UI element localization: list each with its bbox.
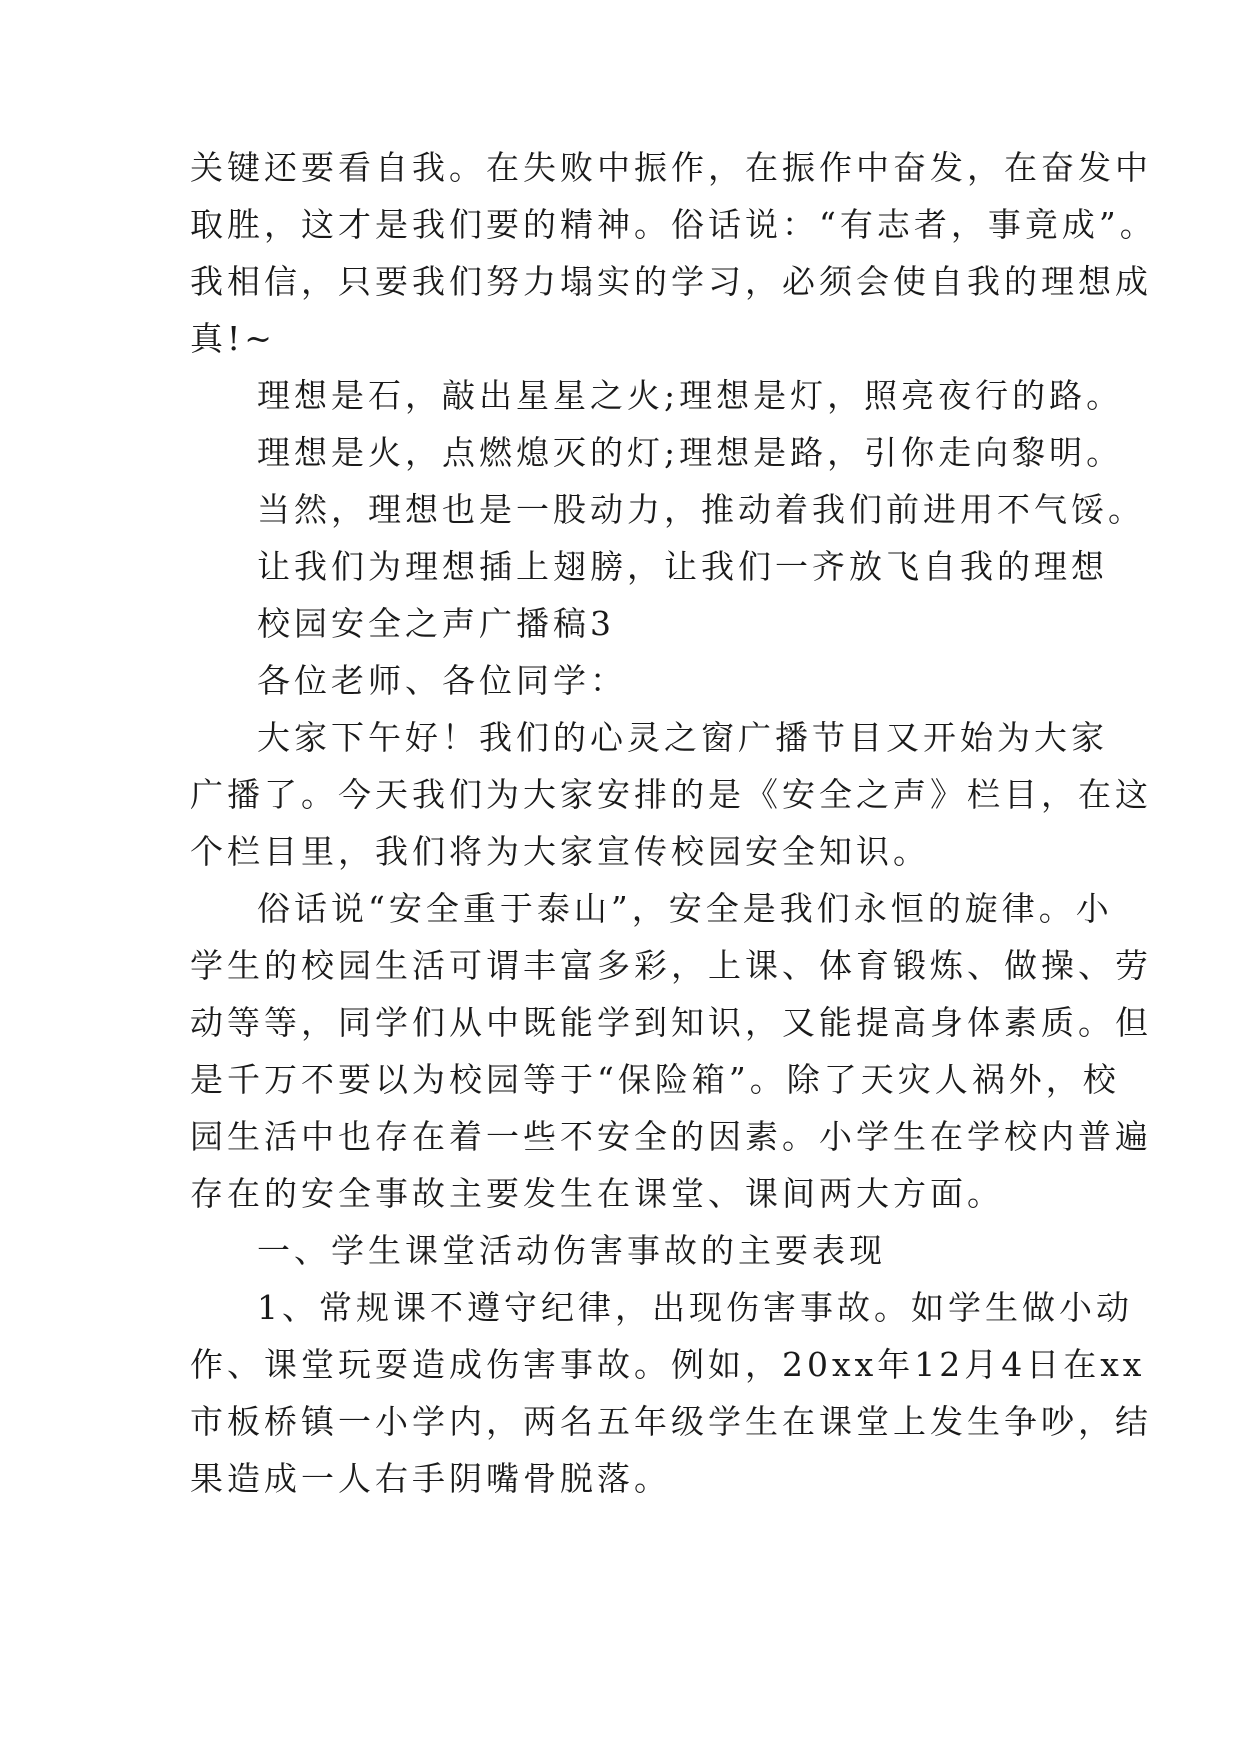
text-line: 存在的安全事故主要发生在课堂、课间两大方面。 (190, 1174, 1004, 1213)
section-heading: 校园安全之声广播稿3 (257, 604, 615, 643)
text-line: 是千万不要以为校园等于“保险箱”。除了天灾人祸外，校 (190, 1060, 1120, 1099)
text-line: 关键还要看自我。在失败中振作，在振作中奋发，在奋发中 (190, 148, 1152, 187)
text-line: 让我们为理想插上翅膀，让我们一齐放飞自我的理想 (257, 547, 1108, 586)
text-line: 真!~ (190, 319, 276, 358)
text-line: 园生活中也存在着一些不安全的因素。小学生在学校内普遍 (190, 1117, 1152, 1156)
text-line: 个栏目里，我们将为大家宣传校园安全知识。 (190, 832, 930, 871)
text-line: 市板桥镇一小学内，两名五年级学生在课堂上发生争吵，结 (190, 1402, 1152, 1441)
text-line: 理想是火，点燃熄灭的灯;理想是路，引你走向黎明。 (257, 433, 1124, 472)
text-line: 学生的校园生活可谓丰富多彩，上课、体育锻炼、做操、劳 (190, 946, 1152, 985)
text-line: 作、课堂玩耍造成伤害事故。例如，20xx年12月4日在xx (190, 1345, 1146, 1384)
text-line: 1、常规课不遵守纪律，出现伤害事故。如学生做小动 (257, 1288, 1133, 1327)
text-line: 我相信，只要我们努力塌实的学习，必须会使自我的理想成 (190, 262, 1152, 301)
greeting: 各位老师、各位同学： (257, 661, 627, 700)
text-line: 理想是石，敲出星星之火;理想是灯，照亮夜行的路。 (257, 376, 1124, 415)
text-line: 果造成一人右手阴嘴骨脱落。 (190, 1459, 671, 1498)
text-line: 当然，理想也是一股动力，推动着我们前进用不气馁。 (257, 490, 1145, 529)
text-line: 广播了。今天我们为大家安排的是《安全之声》栏目，在这 (190, 775, 1152, 814)
text-line: 动等等，同学们从中既能学到知识，又能提高身体素质。但 (190, 1003, 1152, 1042)
text-line: 俗话说“安全重于泰山”，安全是我们永恒的旋律。小 (257, 889, 1113, 928)
subheading: 一、学生课堂活动伤害事故的主要表现 (257, 1231, 886, 1270)
text-line: 大家下午好！我们的心灵之窗广播节目又开始为大家 (257, 718, 1108, 757)
text-line: 取胜，这才是我们要的精神。俗话说：“有志者，事竟成”。 (190, 205, 1157, 244)
